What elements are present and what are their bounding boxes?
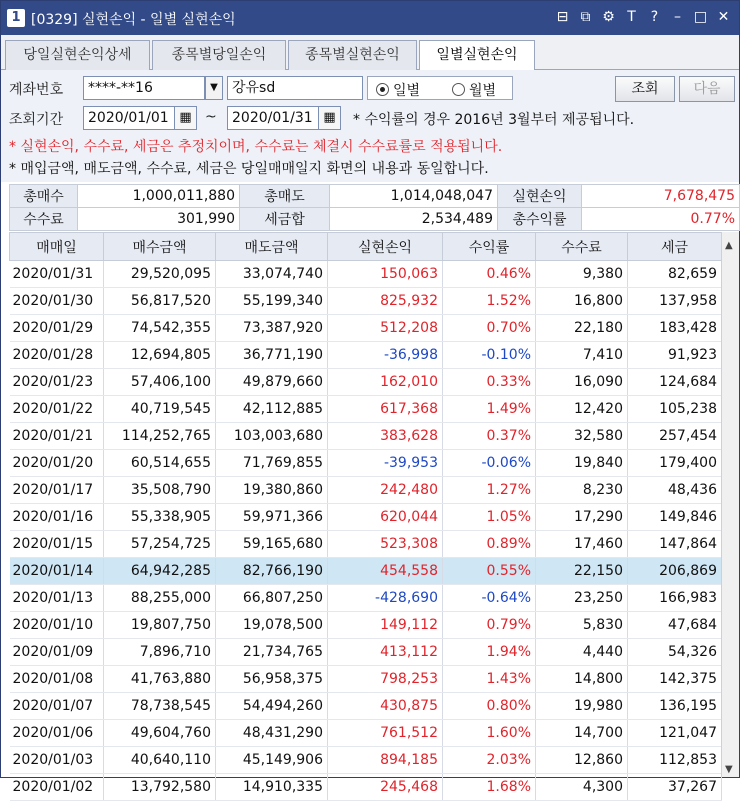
return-rate-cell: 1.94% [443, 639, 536, 666]
sell-amount-cell: 48,431,290 [216, 720, 328, 747]
trade-date-cell: 2020/01/30 [10, 288, 104, 315]
screen-link-icon[interactable]: ⊟ [556, 9, 569, 25]
sell-amount-cell: 56,958,375 [216, 666, 328, 693]
buy-amount-cell: 19,807,750 [104, 612, 216, 639]
trade-date-cell: 2020/01/03 [10, 747, 104, 774]
font-icon[interactable]: T [627, 9, 636, 25]
sell-amount-cell: 103,003,680 [216, 423, 328, 450]
column-header[interactable]: 수익률 [443, 233, 536, 261]
trade-date-cell: 2020/01/10 [10, 612, 104, 639]
query-button[interactable]: 조회 [615, 76, 675, 102]
table-row[interactable] [10, 558, 722, 585]
tax-cell: 105,238 [628, 396, 722, 423]
daily-pnl-table[interactable] [9, 232, 722, 801]
trade-date-cell: 2020/01/21 [10, 423, 104, 450]
total-rate-label: 총수익률 [498, 208, 582, 231]
calendar-icon[interactable]: ▦ [319, 106, 341, 130]
trade-date-cell: 2020/01/02 [10, 774, 104, 801]
sell-amount-cell: 59,165,680 [216, 531, 328, 558]
table-row[interactable] [10, 504, 722, 531]
return-rate-cell: -0.06% [443, 450, 536, 477]
return-rate-cell: 0.55% [443, 558, 536, 585]
table-row[interactable] [10, 477, 722, 504]
table-row[interactable] [10, 315, 722, 342]
return-rate-cell: 0.46% [443, 261, 536, 288]
table-row[interactable] [10, 288, 722, 315]
total-sell-label: 총매도 [240, 185, 330, 208]
realized-pnl-cell: 242,480 [328, 477, 443, 504]
column-header[interactable]: 매매일 [10, 233, 104, 261]
table-row[interactable] [10, 639, 722, 666]
radio-monthly-label: 월별 [469, 83, 497, 99]
realized-pnl-label: 실현손익 [498, 185, 582, 208]
fee-cell: 17,460 [536, 531, 628, 558]
fee-cell: 16,800 [536, 288, 628, 315]
window-title: [0329] 실현손익 - 일별 실현손익 [31, 12, 236, 28]
trade-date-cell: 2020/01/17 [10, 477, 104, 504]
trade-date-cell: 2020/01/29 [10, 315, 104, 342]
tax-cell: 54,326 [628, 639, 722, 666]
tax-cell: 166,983 [628, 585, 722, 612]
buy-amount-cell: 55,338,905 [104, 504, 216, 531]
estimate-notice: * 실현손익, 수수료, 세금은 추정치이며, 수수료는 체결시 수수료률로 적용됩니다. [9, 139, 503, 155]
tax-cell: 112,853 [628, 747, 722, 774]
radio-daily[interactable] [376, 80, 420, 100]
buy-amount-cell: 114,252,765 [104, 423, 216, 450]
radio-daily-label: 일별 [393, 83, 421, 99]
trade-date-cell: 2020/01/15 [10, 531, 104, 558]
realized-pnl-cell: 430,875 [328, 693, 443, 720]
tax-cell: 121,047 [628, 720, 722, 747]
date-from-field[interactable]: 2020/01/01 [83, 106, 175, 130]
realized-pnl-cell: 162,010 [328, 369, 443, 396]
realized-pnl-cell: 798,253 [328, 666, 443, 693]
table-header-row [10, 233, 722, 261]
fee-cell: 5,830 [536, 612, 628, 639]
realized-pnl-cell: 825,932 [328, 288, 443, 315]
period-label: 조회기간 [9, 112, 64, 128]
table-row[interactable] [10, 720, 722, 747]
account-number-field[interactable]: ****-**16 [83, 76, 205, 100]
realized-pnl-cell: 617,368 [328, 396, 443, 423]
tax-cell: 179,400 [628, 450, 722, 477]
table-row[interactable] [10, 747, 722, 774]
column-header[interactable]: 실현손익 [328, 233, 443, 261]
maximize-icon[interactable]: □ [693, 9, 708, 25]
realized-pnl-cell: 523,308 [328, 531, 443, 558]
table-row[interactable] [10, 423, 722, 450]
total-buy-value: 1,000,011,880 [78, 185, 240, 208]
tax-cell: 183,428 [628, 315, 722, 342]
realized-pnl-cell: 761,512 [328, 720, 443, 747]
radio-monthly-unselected-icon [452, 83, 465, 96]
buy-amount-cell: 7,896,710 [104, 639, 216, 666]
account-name-field: 강유sd [227, 76, 363, 100]
sell-amount-cell: 21,734,765 [216, 639, 328, 666]
trade-date-cell: 2020/01/14 [10, 558, 104, 585]
fee-cell: 14,700 [536, 720, 628, 747]
trade-date-cell: 2020/01/20 [10, 450, 104, 477]
total-rate-value: 0.77% [582, 208, 740, 231]
buy-amount-cell: 78,738,545 [104, 693, 216, 720]
sell-amount-cell: 73,387,920 [216, 315, 328, 342]
sell-amount-cell: 59,971,366 [216, 504, 328, 531]
buy-amount-cell: 60,514,655 [104, 450, 216, 477]
copy-window-icon[interactable]: ⧉ [580, 9, 591, 25]
tax-cell: 149,846 [628, 504, 722, 531]
sell-amount-cell: 49,879,660 [216, 369, 328, 396]
return-rate-cell: 0.37% [443, 423, 536, 450]
sell-amount-cell: 19,380,860 [216, 477, 328, 504]
tax-cell: 206,869 [628, 558, 722, 585]
buy-amount-cell: 74,542,355 [104, 315, 216, 342]
tax-cell: 82,659 [628, 261, 722, 288]
fee-cell: 8,230 [536, 477, 628, 504]
table-row[interactable] [10, 612, 722, 639]
total-buy-label: 총매수 [10, 185, 78, 208]
tax-cell: 136,195 [628, 693, 722, 720]
fee-cell: 22,150 [536, 558, 628, 585]
buy-amount-cell: 49,604,760 [104, 720, 216, 747]
sell-amount-cell: 33,074,740 [216, 261, 328, 288]
rate-notice: * 수익률의 경우 2016년 3월부터 제공됩니다. [353, 112, 635, 128]
return-rate-cell: 0.33% [443, 369, 536, 396]
return-rate-cell: 0.79% [443, 612, 536, 639]
tax-cell: 137,958 [628, 288, 722, 315]
return-rate-cell: -0.64% [443, 585, 536, 612]
tab-daily-realized-pnl[interactable]: 일별실현손익 [419, 40, 535, 71]
realized-pnl-cell: -428,690 [328, 585, 443, 612]
table-row[interactable] [10, 693, 722, 720]
fee-cell: 32,580 [536, 423, 628, 450]
account-label: 계좌번호 [9, 82, 64, 98]
trade-date-cell: 2020/01/28 [10, 342, 104, 369]
next-button[interactable]: 다음 [679, 76, 735, 102]
buy-amount-cell: 88,255,000 [104, 585, 216, 612]
summary-table [9, 184, 740, 231]
fee-cell: 23,250 [536, 585, 628, 612]
return-rate-cell: 1.68% [443, 774, 536, 801]
table-row[interactable] [10, 342, 722, 369]
title-bar-icons [553, 7, 733, 27]
return-rate-cell: 0.89% [443, 531, 536, 558]
query-form [1, 70, 739, 182]
fee-cell: 9,380 [536, 261, 628, 288]
summary-row [10, 208, 740, 231]
fee-cell: 12,860 [536, 747, 628, 774]
realized-pnl-cell: 620,044 [328, 504, 443, 531]
tax-cell: 48,436 [628, 477, 722, 504]
fee-cell: 19,840 [536, 450, 628, 477]
return-rate-cell: 1.49% [443, 396, 536, 423]
title-bar [1, 1, 739, 35]
return-rate-cell: 1.60% [443, 720, 536, 747]
tab-stock-realized-pnl[interactable]: 종목별실현손익 [288, 40, 417, 70]
sell-amount-cell: 82,766,190 [216, 558, 328, 585]
fee-cell: 7,410 [536, 342, 628, 369]
table-row[interactable] [10, 261, 722, 288]
vertical-scrollbar[interactable] [721, 232, 739, 777]
buy-amount-cell: 57,254,725 [104, 531, 216, 558]
help-icon[interactable]: ? [650, 9, 659, 25]
table-row[interactable] [10, 396, 722, 423]
settings-icon[interactable]: ⚙ [602, 9, 615, 25]
return-rate-cell: 0.70% [443, 315, 536, 342]
return-rate-cell: 1.05% [443, 504, 536, 531]
realized-pnl-cell: -36,998 [328, 342, 443, 369]
trade-date-cell: 2020/01/08 [10, 666, 104, 693]
column-header[interactable]: 수수료 [536, 233, 628, 261]
sell-amount-cell: 71,769,855 [216, 450, 328, 477]
tax-cell: 147,864 [628, 531, 722, 558]
trade-date-cell: 2020/01/23 [10, 369, 104, 396]
fee-cell: 19,980 [536, 693, 628, 720]
tax-cell: 142,375 [628, 666, 722, 693]
fee-cell: 14,800 [536, 666, 628, 693]
buy-amount-cell: 57,406,100 [104, 369, 216, 396]
column-header[interactable]: 세금 [628, 233, 722, 261]
total-sell-value: 1,014,048,047 [330, 185, 498, 208]
buy-amount-cell: 12,694,805 [104, 342, 216, 369]
sell-amount-cell: 19,078,500 [216, 612, 328, 639]
tax-cell: 124,684 [628, 369, 722, 396]
table-body [10, 261, 722, 801]
scroll-down-arrow-icon[interactable]: ▼ [725, 764, 733, 775]
fee-cell: 22,180 [536, 315, 628, 342]
realized-pnl-cell: 383,628 [328, 423, 443, 450]
info-notice: * 매입금액, 매도금액, 수수료, 세금은 당일매매일지 화면의 내용과 동일합니다. [9, 161, 489, 177]
table-row[interactable] [10, 585, 722, 612]
sell-amount-cell: 42,112,885 [216, 396, 328, 423]
realized-pnl-cell: 150,063 [328, 261, 443, 288]
calendar-icon[interactable]: ▦ [175, 106, 197, 130]
buy-amount-cell: 40,719,545 [104, 396, 216, 423]
trade-date-cell: 2020/01/16 [10, 504, 104, 531]
tax-label: 세금합 [240, 208, 330, 231]
fee-cell: 16,090 [536, 369, 628, 396]
trade-date-cell: 2020/01/06 [10, 720, 104, 747]
summary-row [10, 185, 740, 208]
trade-date-cell: 2020/01/31 [10, 261, 104, 288]
column-header[interactable]: 매수금액 [104, 233, 216, 261]
sell-amount-cell: 36,771,190 [216, 342, 328, 369]
realized-pnl-cell: -39,953 [328, 450, 443, 477]
fee-cell: 4,440 [536, 639, 628, 666]
buy-amount-cell: 35,508,790 [104, 477, 216, 504]
realized-pnl-cell: 512,208 [328, 315, 443, 342]
column-header[interactable]: 매도금액 [216, 233, 328, 261]
period-radio-group [367, 76, 513, 100]
fee-cell: 4,300 [536, 774, 628, 801]
close-icon[interactable]: ✕ [717, 9, 730, 25]
radio-monthly[interactable] [452, 80, 496, 100]
realized-pnl-cell: 149,112 [328, 612, 443, 639]
return-rate-cell: 0.80% [443, 693, 536, 720]
realized-pnl-value: 7,678,475 [582, 185, 740, 208]
trade-date-cell: 2020/01/07 [10, 693, 104, 720]
sell-amount-cell: 66,807,250 [216, 585, 328, 612]
realized-pnl-cell: 454,558 [328, 558, 443, 585]
tax-cell: 37,267 [628, 774, 722, 801]
sell-amount-cell: 54,494,260 [216, 693, 328, 720]
buy-amount-cell: 29,520,095 [104, 261, 216, 288]
window-number-badge: 1 [7, 9, 25, 27]
buy-amount-cell: 56,817,520 [104, 288, 216, 315]
tax-cell: 257,454 [628, 423, 722, 450]
scroll-up-arrow-icon[interactable]: ▲ [725, 240, 733, 251]
trade-date-cell: 2020/01/22 [10, 396, 104, 423]
fee-value: 301,990 [78, 208, 240, 231]
tab-daily-detail[interactable]: 당일실현손익상세 [5, 40, 150, 70]
table-row[interactable] [10, 666, 722, 693]
buy-amount-cell: 13,792,580 [104, 774, 216, 801]
trade-date-cell: 2020/01/09 [10, 639, 104, 666]
sell-amount-cell: 45,149,906 [216, 747, 328, 774]
tab-stock-daily-pnl[interactable]: 종목별당일손익 [152, 40, 286, 70]
table-row[interactable] [10, 450, 722, 477]
buy-amount-cell: 64,942,285 [104, 558, 216, 585]
dropdown-arrow-icon[interactable]: ▼ [205, 76, 223, 100]
trade-date-cell: 2020/01/13 [10, 585, 104, 612]
tax-value: 2,534,489 [330, 208, 498, 231]
table-row[interactable] [10, 531, 722, 558]
buy-amount-cell: 40,640,110 [104, 747, 216, 774]
return-rate-cell: -0.10% [443, 342, 536, 369]
realized-pnl-cell: 894,185 [328, 747, 443, 774]
tax-cell: 47,684 [628, 612, 722, 639]
return-rate-cell: 1.27% [443, 477, 536, 504]
sell-amount-cell: 14,910,335 [216, 774, 328, 801]
fee-cell: 17,290 [536, 504, 628, 531]
return-rate-cell: 1.52% [443, 288, 536, 315]
fee-cell: 12,420 [536, 396, 628, 423]
return-rate-cell: 2.03% [443, 747, 536, 774]
tab-bar [1, 35, 739, 70]
date-separator: ~ [205, 109, 217, 125]
table-row[interactable] [10, 369, 722, 396]
fee-label: 수수료 [10, 208, 78, 231]
sell-amount-cell: 55,199,340 [216, 288, 328, 315]
return-rate-cell: 1.43% [443, 666, 536, 693]
tax-cell: 91,923 [628, 342, 722, 369]
realized-pnl-cell: 413,112 [328, 639, 443, 666]
minimize-icon[interactable]: – [674, 9, 681, 25]
realized-pnl-cell: 245,468 [328, 774, 443, 801]
radio-daily-selected-icon [376, 83, 389, 96]
date-to-field[interactable]: 2020/01/31 [227, 106, 319, 130]
buy-amount-cell: 41,763,880 [104, 666, 216, 693]
